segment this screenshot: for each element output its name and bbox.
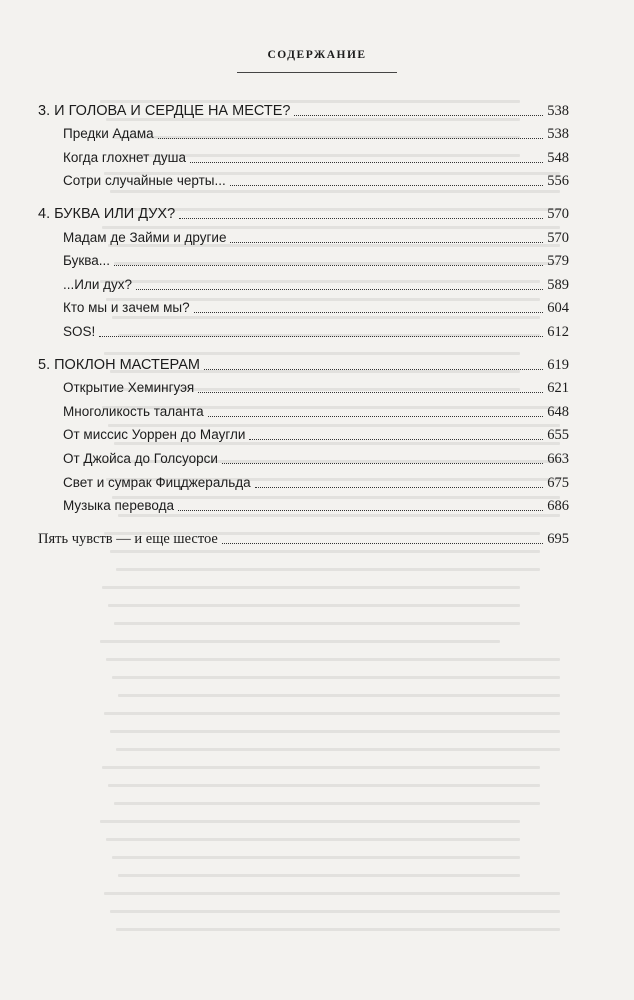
bleed-line: [104, 892, 560, 895]
bleed-line: [114, 622, 520, 625]
bleed-line: [100, 820, 520, 823]
toc-item[interactable]: [38, 294, 569, 318]
toc-section[interactable]: [38, 350, 569, 374]
bleed-line: [102, 766, 540, 769]
toc-item[interactable]: [38, 397, 569, 421]
toc-section[interactable]: [38, 96, 569, 120]
toc-page-number: 621: [547, 380, 569, 397]
toc-page-number: 570: [547, 205, 569, 222]
section-gap: [38, 190, 569, 199]
toc-item[interactable]: [38, 270, 569, 294]
dot-leader: [190, 162, 543, 163]
bleed-line: [104, 712, 560, 715]
toc-page-number: 548: [547, 149, 569, 166]
bleed-line: [118, 874, 520, 877]
dot-leader: [198, 392, 543, 393]
page-header: СОДЕРЖАНИЕ: [267, 49, 367, 61]
toc-item-title: Буква...: [63, 253, 110, 269]
toc-item[interactable]: [38, 120, 569, 144]
toc-item[interactable]: [38, 468, 569, 492]
dot-leader: [294, 115, 543, 116]
bleed-line: [110, 550, 540, 553]
dot-leader: [249, 439, 543, 440]
bleed-line: [108, 604, 520, 607]
dot-leader: [230, 185, 544, 186]
toc-page-number: 579: [547, 253, 569, 270]
dot-leader: [255, 487, 544, 488]
bleed-line: [110, 730, 560, 733]
toc-item-title: Сотри случайные черты...: [63, 173, 226, 189]
bleed-line: [106, 838, 520, 841]
toc-page-number: 695: [547, 530, 569, 547]
dot-leader: [204, 369, 543, 370]
bleed-line: [118, 694, 560, 697]
table-of-contents: [38, 96, 569, 548]
bleed-line: [108, 784, 540, 787]
dot-leader: [208, 416, 544, 417]
toc-item[interactable]: [38, 492, 569, 516]
toc-section[interactable]: [38, 199, 569, 223]
dot-leader: [179, 218, 543, 219]
dot-leader: [230, 242, 543, 243]
toc-page-number: 619: [547, 356, 569, 373]
dot-leader: [178, 510, 543, 511]
toc-page-number: 538: [547, 102, 569, 119]
toc-item[interactable]: [38, 167, 569, 191]
toc-item-title: От Джойса до Голсуорси: [63, 450, 218, 466]
toc-section-title: 3. И ГОЛОВА И СЕРДЦЕ НА МЕСТЕ?: [38, 102, 291, 119]
section-gap: [38, 515, 569, 524]
bleed-line: [100, 640, 500, 643]
toc-page-number: 675: [547, 474, 569, 491]
toc-item[interactable]: [38, 143, 569, 167]
bleed-line: [114, 802, 540, 805]
toc-item-title: Свет и сумрак Фицджеральда: [63, 474, 251, 490]
toc-page-number: 538: [547, 126, 569, 143]
bleed-line: [112, 856, 520, 859]
toc-page-number: 570: [547, 229, 569, 246]
toc-section-title: 4. БУКВА ИЛИ ДУХ?: [38, 205, 176, 222]
dot-leader: [222, 463, 543, 464]
toc-page-number: 604: [547, 300, 569, 317]
toc-page-number: 648: [547, 403, 569, 420]
toc-page-number: 686: [547, 498, 569, 515]
toc-item-title: Когда глохнет душа: [63, 149, 187, 165]
toc-item-title: Мадам де Займи и другие: [63, 229, 227, 245]
toc-final-title: Пять чувств — и еще шестое: [38, 530, 218, 547]
toc-item-title: Многоликость таланта: [63, 403, 204, 419]
toc-page-number: 612: [547, 323, 569, 340]
bleed-line: [110, 910, 560, 913]
toc-item-title: От миссис Уоррен до Маугли: [63, 427, 246, 443]
bleed-line: [116, 568, 540, 571]
toc-item[interactable]: [38, 317, 569, 341]
toc-page-number: 655: [547, 427, 569, 444]
toc-item-title: ...Или дух?: [63, 276, 133, 292]
bleed-line: [116, 928, 560, 931]
toc-item-title: SOS!: [63, 323, 96, 339]
dot-leader: [136, 289, 543, 290]
toc-page-number: 663: [547, 450, 569, 467]
toc-page-number: 556: [547, 173, 569, 190]
toc-item-title: Предки Адама: [63, 126, 154, 142]
toc-item[interactable]: [38, 374, 569, 398]
toc-page-number: 589: [547, 276, 569, 293]
toc-item[interactable]: [38, 444, 569, 468]
dot-leader: [158, 138, 544, 139]
toc-item[interactable]: [38, 247, 569, 271]
toc-item-title: Кто мы и зачем мы?: [63, 300, 190, 316]
section-gap: [38, 341, 569, 350]
bleed-line: [116, 748, 560, 751]
toc-section-title: 5. ПОКЛОН МАСТЕРАМ: [38, 356, 200, 373]
toc-item-title: Открытие Хемингуэя: [63, 380, 195, 396]
bleed-line: [102, 586, 520, 589]
bleed-line: [106, 658, 560, 661]
bleed-line: [112, 676, 560, 679]
dot-leader: [194, 312, 544, 313]
header-rule: [237, 72, 397, 73]
toc-item[interactable]: [38, 223, 569, 247]
dot-leader: [114, 265, 543, 266]
toc-final-entry[interactable]: [38, 524, 569, 548]
toc-item-title: Музыка перевода: [63, 498, 174, 514]
dot-leader: [99, 336, 543, 337]
toc-item[interactable]: [38, 421, 569, 445]
dot-leader: [222, 543, 543, 544]
